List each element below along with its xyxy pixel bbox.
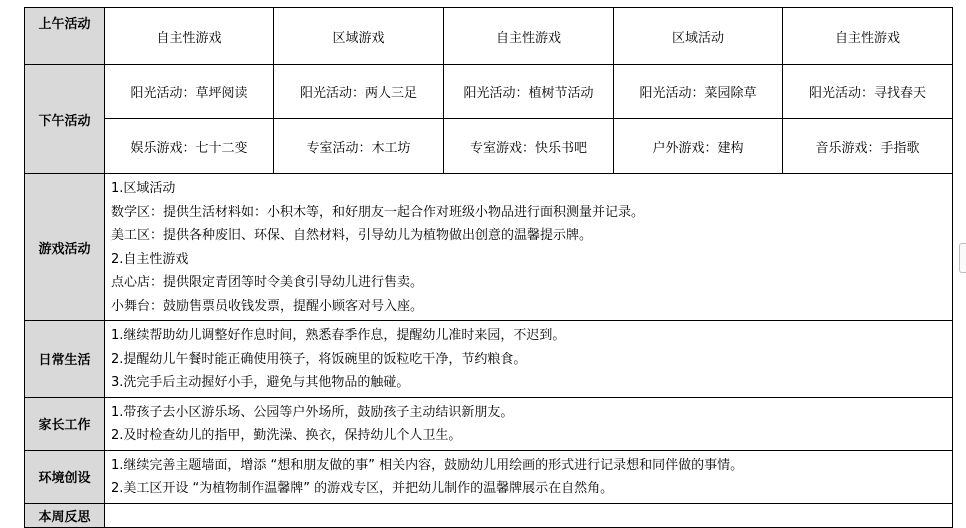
reflection-label: 本周反思 <box>25 503 105 527</box>
afternoon-row2-cell-1: 娱乐游戏：七十二变 <box>105 119 274 174</box>
daily-line-3: 3.洗完手后主动握好小手，避免与其他物品的触碰。 <box>111 375 410 390</box>
environment-line-2: 2.美工区开设 “为植物制作温馨牌” 的游戏专区，并把幼儿制作的温馨牌展示在自然角。 <box>111 481 614 496</box>
parents-line-2: 2.及时检查幼儿的指甲，勤洗澡、换衣，保持幼儿个人卫生。 <box>111 428 462 443</box>
games-line-2: 数学区：提供生活材料如：小积木等，和好朋友一起合作对班级小物品进行面积测量并记录。 <box>111 204 645 220</box>
daily-line-1: 1.继续帮助幼儿调整好作息时间，熟悉春季作息，提醒幼儿准时来园，不迟到。 <box>111 328 566 343</box>
morning-cell-2: 区域游戏 <box>274 8 444 65</box>
reflection-content <box>105 503 953 527</box>
afternoon-row2-cell-2: 专室活动：木工坊 <box>274 119 444 174</box>
afternoon-row2-cell-5: 音乐游戏：手指歌 <box>783 119 953 174</box>
games-label: 游戏活动 <box>25 174 105 321</box>
afternoon-row1-cell-4: 阳光活动：菜园除草 <box>614 65 783 119</box>
morning-cell-1: 自主性游戏 <box>105 8 274 65</box>
environment-content <box>105 450 953 503</box>
morning-cell-4: 区域活动 <box>614 8 783 65</box>
afternoon-row2-cell-3: 专室游戏：快乐书吧 <box>444 119 614 174</box>
afternoon-row1-cell-3: 阳光活动：植树节活动 <box>444 65 614 119</box>
parents-line-1: 1.带孩子去小区游乐场、公园等户外场所，鼓励孩子主动结识新朋友。 <box>111 404 514 420</box>
games-line-3: 美工区：提供各种废旧、环保、自然材料，引导幼儿为植物做出创意的温馨提示牌。 <box>111 228 593 243</box>
afternoon-row1-cell-5: 阳光活动：寻找春天 <box>783 65 953 119</box>
morning-cell-5: 自主性游戏 <box>783 8 953 65</box>
morning-label: 上午活动 <box>25 8 105 65</box>
weekly-plan-table <box>24 7 953 528</box>
games-line-4: 2.自主性游戏 <box>111 251 189 267</box>
afternoon-row1-cell-2: 阳光活动：两人三足 <box>274 65 444 119</box>
games-line-1: 1.区域活动 <box>111 181 176 196</box>
afternoon-row2-cell-4: 户外游戏：建构 <box>614 119 783 174</box>
afternoon-row1-cell-1: 阳光活动：草坪阅读 <box>105 65 274 119</box>
afternoon-label: 下午活动 <box>25 65 105 174</box>
daily-content <box>105 321 953 398</box>
environment-line-1: 1.继续完善主题墙面，增添 “想和朋友做的事” 相关内容，鼓励幼儿用绘画的形式进行记录想和同伴做的事情。 <box>111 457 744 473</box>
games-content <box>105 174 953 321</box>
scroll-handle[interactable] <box>959 243 966 273</box>
games-line-5: 点心店：提供限定青团等时令美食引导幼儿进行售卖。 <box>111 275 424 290</box>
daily-line-2: 2.提醒幼儿午餐时能正确使用筷子，将饭碗里的饭粒吃干净，节约粮食。 <box>111 351 527 367</box>
morning-cell-3: 自主性游戏 <box>444 8 614 65</box>
games-line-6: 小舞台：鼓励售票员收钱发票，提醒小顾客对号入座。 <box>111 298 424 314</box>
daily-label: 日常生活 <box>25 321 105 398</box>
environment-label: 环境创设 <box>25 450 105 503</box>
parents-label: 家长工作 <box>25 397 105 450</box>
parents-content <box>105 397 953 450</box>
